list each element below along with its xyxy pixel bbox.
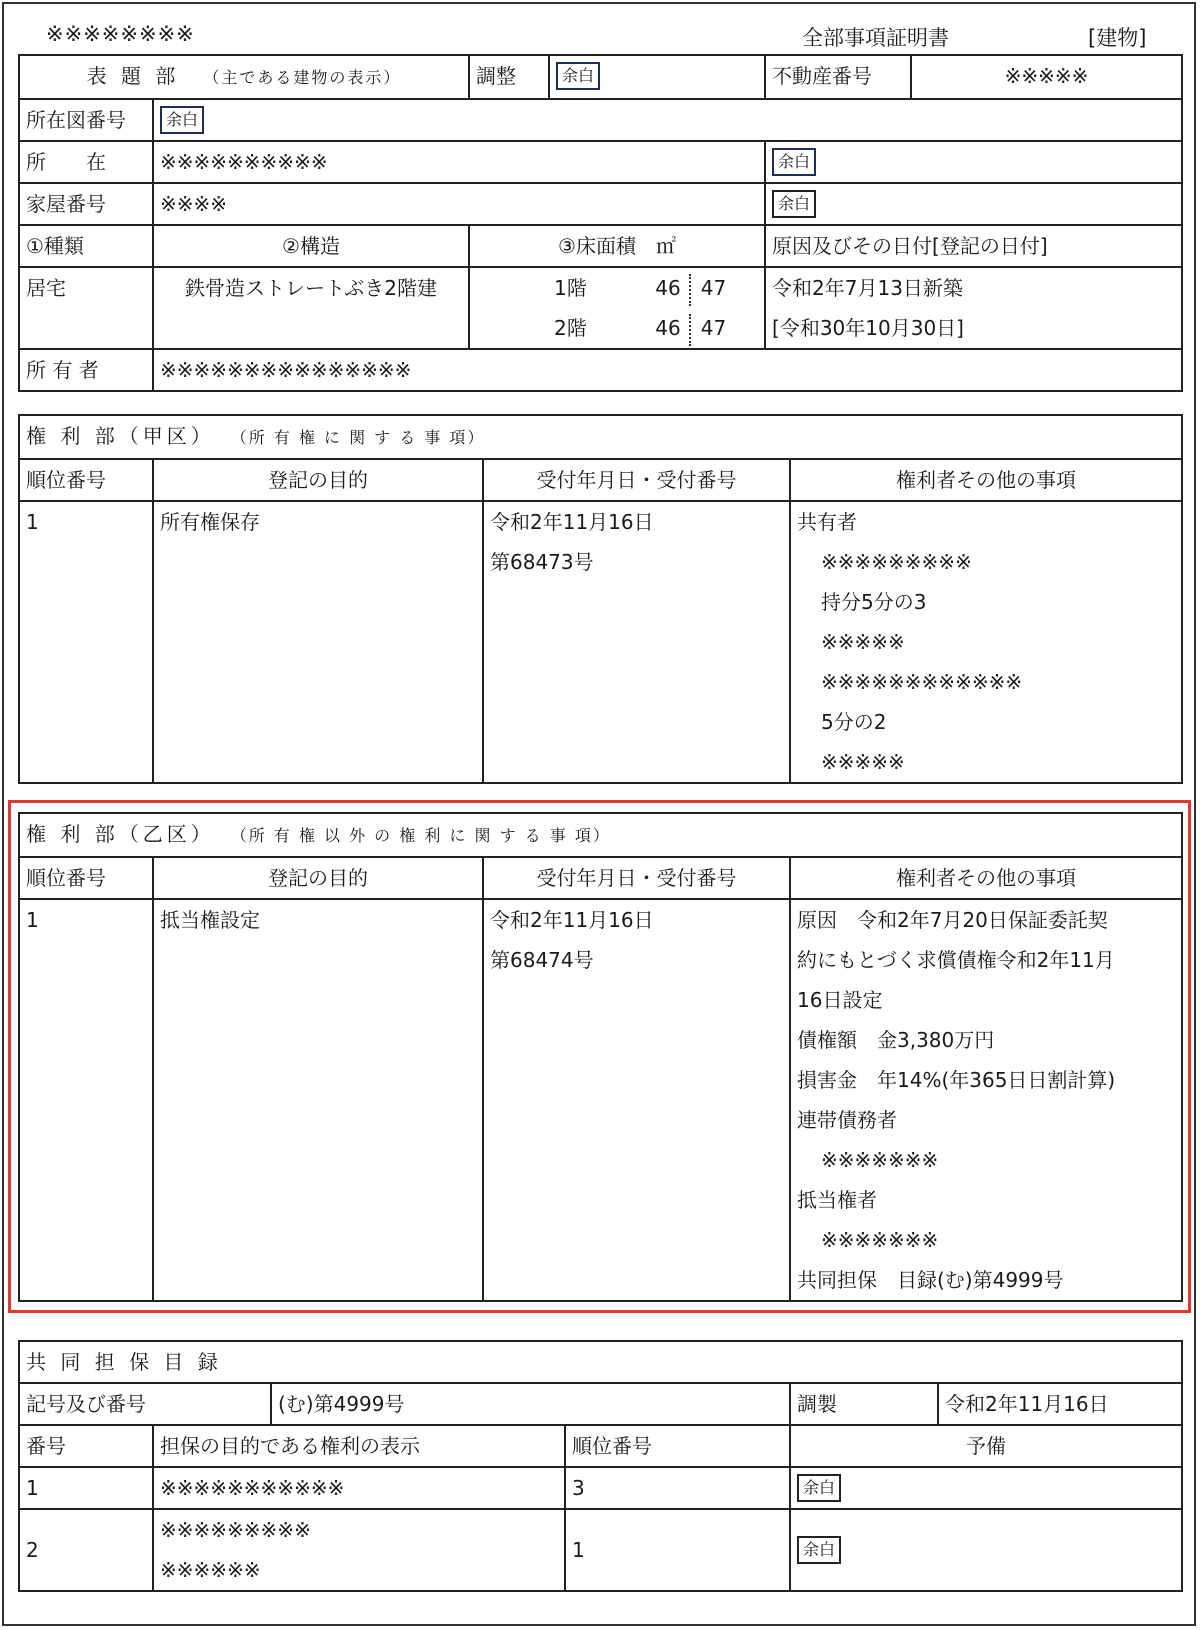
- house-no-label: 家屋番号: [19, 183, 153, 225]
- col-kind: ①種類: [19, 225, 153, 267]
- house-no-stamp-cell: [765, 183, 1182, 225]
- cause-cell: [765, 267, 1182, 349]
- map-no-label: 所在図番号: [19, 99, 153, 141]
- text-line: 5分の2: [821, 710, 887, 734]
- kind-value: 居宅: [19, 267, 153, 349]
- text-line: 債権額 金3,380万円: [797, 1028, 995, 1052]
- floor-area-cell: [469, 267, 765, 349]
- text-line: ※※※※※※※: [821, 1228, 939, 1252]
- col-holder: 権利者その他の事項: [790, 459, 1182, 501]
- floor-area-dec: 47: [700, 276, 727, 300]
- text-line: 令和2年11月16日: [490, 510, 654, 534]
- text-line: 第68473号: [490, 550, 594, 574]
- text-line: ※※※※※※※※※: [821, 550, 972, 574]
- text-line: 損害金 年14%(年365日日割計算): [797, 1068, 1116, 1092]
- kou-table: [18, 414, 1183, 784]
- text-line: ※※※※※※※: [821, 1148, 939, 1172]
- text-line: 持分5分の3: [821, 590, 927, 614]
- floor-label: 2階: [554, 316, 587, 340]
- owner-label: 所 有 者: [19, 349, 153, 391]
- highlight-box: [8, 800, 1191, 1313]
- decimal-separator: [689, 274, 691, 306]
- otsu-subtitle: （所 有 権 以 外 の 権 利 に 関 す る 事 項）: [238, 826, 611, 845]
- otsu-rank: 1: [19, 899, 153, 1301]
- symbol-label: 記号及び番号: [19, 1383, 271, 1425]
- col-receipt: 受付年月日・受付番号: [483, 459, 790, 501]
- document-title: 全部事項証明書: [802, 26, 949, 50]
- col-no: 番号: [19, 1425, 153, 1467]
- text-line: 令和2年11月16日: [490, 908, 654, 932]
- text-line: ※※※※※: [821, 750, 905, 774]
- cause-line: 令和2年7月13日新築: [772, 276, 963, 300]
- right-line: ※※※※※※※※※: [160, 1518, 311, 1542]
- col-area: ③床面積 ㎡: [469, 225, 765, 267]
- house-no-value: ※※※※: [153, 183, 765, 225]
- kou-receipt-cell: [483, 501, 790, 783]
- location-stamp-cell: [765, 141, 1182, 183]
- yohaku-stamp: 余白: [797, 1536, 841, 1564]
- location-value: ※※※※※※※※※※: [153, 141, 765, 183]
- realestate-no-label: 不動産番号: [765, 55, 911, 99]
- yohaku-stamp: 余白: [160, 106, 204, 134]
- symbol-value: (む)第4999号: [271, 1383, 790, 1425]
- text-line: 連帯債務者: [797, 1108, 897, 1132]
- otsu-purpose: 抵当権設定: [153, 899, 483, 1301]
- realestate-no-value: ※※※※※: [911, 55, 1182, 99]
- decimal-separator: [689, 314, 691, 346]
- property-type: [建物]: [1088, 26, 1147, 50]
- kyodo-row-rank: 3: [565, 1467, 790, 1509]
- text-line: ※※※※※※※※※※※※: [821, 670, 1023, 694]
- kou-rank: 1: [19, 501, 153, 783]
- hyodai-title: 表 題 部: [86, 64, 180, 88]
- col-rank: 順位番号: [19, 857, 153, 899]
- otsu-title: 権 利 部（乙区）: [26, 822, 215, 846]
- col-rank: 順位番号: [565, 1425, 790, 1467]
- kyodo-row-right: ※※※※※※※※※※※: [153, 1467, 565, 1509]
- kyodo-row-no: 2: [19, 1509, 153, 1591]
- col-right: 担保の目的である権利の表示: [153, 1425, 565, 1467]
- adjust-label: 調整: [469, 55, 549, 99]
- text-line: ※※※※※: [821, 630, 905, 654]
- kyodo-row-rank: 1: [565, 1509, 790, 1591]
- col-rank: 順位番号: [19, 459, 153, 501]
- kyodo-row-no: 1: [19, 1467, 153, 1509]
- text-line: 約にもとづく求償債権令和2年11月: [797, 948, 1115, 972]
- text-line: 共有者: [797, 510, 857, 534]
- floor-area-int: 46: [655, 316, 681, 340]
- hyodai-subtitle: （主である建物の表示）: [203, 68, 402, 87]
- right-line: ※※※※※※: [160, 1558, 261, 1582]
- kou-title-cell: [19, 415, 1182, 459]
- floor-area-dec: 47: [700, 316, 727, 340]
- kou-purpose: 所有権保存: [153, 501, 483, 783]
- kyodo-title: 共 同 担 保 目 録: [26, 1350, 222, 1374]
- header-id: ※※※※※※※※: [46, 22, 195, 46]
- kyodo-row-reserve: [790, 1509, 1182, 1591]
- map-no-cell: [153, 99, 1182, 141]
- floor-area-int: 46: [655, 276, 681, 300]
- floor-row: [470, 268, 764, 308]
- col-receipt: 受付年月日・受付番号: [483, 857, 790, 899]
- yohaku-stamp: 余白: [772, 148, 816, 176]
- location-label: 所 在: [19, 141, 153, 183]
- col-purpose: 登記の目的: [153, 459, 483, 501]
- adjust-cell: [549, 55, 765, 99]
- yohaku-stamp: 余白: [772, 190, 816, 218]
- structure-value: 鉄骨造ストレートぶき2階建: [153, 267, 469, 349]
- kou-title: 権 利 部（甲区）: [26, 424, 215, 448]
- col-reserve: 予備: [790, 1425, 1182, 1467]
- hyodai-title-cell: [19, 55, 469, 99]
- kou-holder-cell: [790, 501, 1182, 783]
- col-structure: ②構造: [153, 225, 469, 267]
- kyodo-row-reserve: [790, 1467, 1182, 1509]
- prepared-value: 令和2年11月16日: [938, 1383, 1182, 1425]
- col-purpose: 登記の目的: [153, 857, 483, 899]
- kou-subtitle: （所 有 権 に 関 す る 事 項）: [238, 428, 486, 447]
- yohaku-stamp: 余白: [797, 1474, 841, 1502]
- cause-line: [令和30年10月30日]: [772, 316, 964, 340]
- text-line: 第68474号: [490, 948, 594, 972]
- text-line: 抵当権者: [797, 1188, 877, 1212]
- col-holder: 権利者その他の事項: [790, 857, 1182, 899]
- floor-label: 1階: [554, 276, 587, 300]
- yohaku-stamp: 余白: [556, 62, 600, 90]
- kyodo-table: [18, 1340, 1183, 1592]
- owner-value: ※※※※※※※※※※※※※※※: [153, 349, 1182, 391]
- kyodo-title-cell: [19, 1341, 1182, 1383]
- text-line: 共同担保 目録(む)第4999号: [797, 1268, 1064, 1292]
- text-line: 16日設定: [797, 988, 883, 1012]
- kyodo-row-right: [153, 1509, 565, 1591]
- prepared-label: 調製: [790, 1383, 938, 1425]
- text-line: 原因 令和2年7月20日保証委託契: [797, 908, 1108, 932]
- floor-row: [470, 308, 764, 348]
- col-cause: 原因及びその日付[登記の日付]: [765, 225, 1182, 267]
- hyodai-table: [18, 54, 1183, 392]
